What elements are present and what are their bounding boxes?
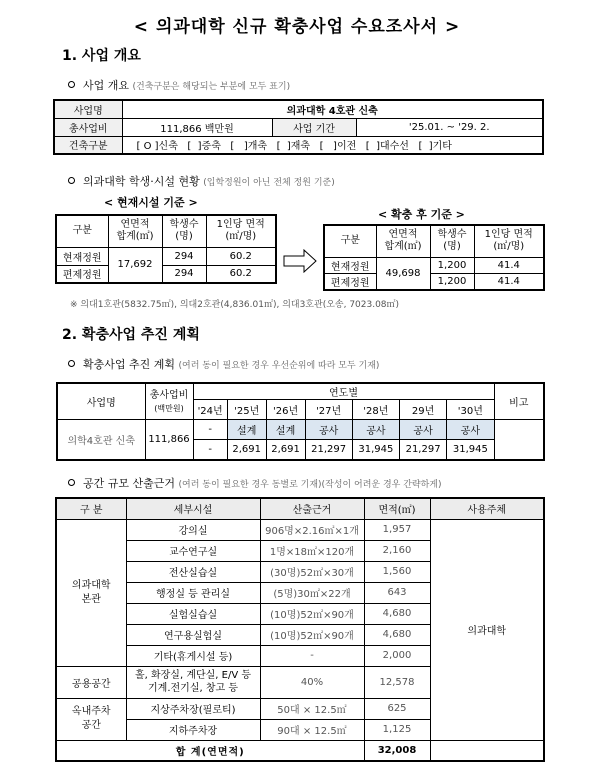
bullet-circle-icon — [68, 360, 75, 367]
facility-cell: 연구용실험실 — [126, 624, 260, 645]
plan-budget: 111,866 — [145, 420, 193, 460]
user-cell: 의과대학 — [430, 519, 544, 740]
facility-cell: 실험실습실 — [126, 603, 260, 624]
basis-cell: 40% — [260, 666, 364, 698]
space-table — [55, 497, 545, 762]
students-value: 1,200 — [430, 273, 474, 290]
bullet-circle-icon — [68, 177, 75, 184]
phase-cell: 공사 — [352, 420, 399, 440]
section2-heading: 2. 확충사업 추진 계획 — [62, 327, 200, 343]
plan-table — [56, 382, 545, 461]
arrow-right-icon — [283, 249, 317, 273]
row-label: 현재정원 — [56, 247, 108, 265]
facility-cell: 교수연구실 — [126, 540, 260, 561]
current-facility-title: < 현재시설 기준 > — [104, 196, 198, 209]
group-label: 옥내주차 공간 — [56, 698, 126, 740]
section1-bullet2 — [68, 173, 335, 189]
group-label: 의과대학 본관 — [56, 519, 126, 666]
area-cell: 1,125 — [364, 719, 430, 740]
area-cell: 1,560 — [364, 561, 430, 582]
cell-type-value: [ O ]신축 [ ]증축 [ ]개축 [ ]재축 [ ]이전 [ ]대수선 [ ]기타 — [122, 136, 543, 154]
area-value: 49,698 — [376, 257, 430, 290]
cell-period-value: '25.01. ~ '29. 2. — [356, 118, 543, 136]
basis-cell: 90대 × 12.5㎡ — [260, 719, 364, 740]
bullet-text: 사업 개요 — [83, 79, 130, 92]
plan-name: 의학4호관 신축 — [57, 420, 145, 460]
facility-cell: 강의실 — [126, 519, 260, 540]
overview-table — [53, 99, 544, 155]
budget-unit: (백만원) — [154, 403, 184, 413]
year-cell: '25년 — [227, 400, 266, 420]
header-cell: 산출근거 — [260, 498, 364, 519]
bullet-text: 의과대학 학생·시설 현황 — [83, 175, 200, 188]
area-cell: 625 — [364, 698, 430, 719]
header-cell: 구 분 — [56, 498, 126, 519]
cell-budget-value: 111,866 백만원 — [122, 118, 272, 136]
budget-label: 총사업비 — [149, 389, 189, 401]
amount-cell: 21,297 — [305, 440, 352, 460]
header-cell: 1인당 면적 (㎡/명) — [206, 215, 276, 247]
header-name: 사업명 — [57, 383, 145, 420]
year-cell: '27년 — [305, 400, 352, 420]
phase-cell: - — [193, 420, 227, 440]
year-cell: '28년 — [352, 400, 399, 420]
phase-cell: 설계 — [227, 420, 266, 440]
facility-cell: 홀, 화장실, 계단실, E/V 등 기계.전기실, 창고 등 — [126, 666, 260, 698]
basis-cell: 1명×18㎡×120개 — [260, 540, 364, 561]
section1-bullet — [68, 77, 290, 93]
header-note: 비고 — [494, 383, 544, 420]
header-cell: 연면적 합계(㎡) — [376, 225, 430, 257]
basis-cell: 906명×2.16㎡×1개 — [260, 519, 364, 540]
header-budget — [145, 383, 193, 420]
area-cell: 1,957 — [364, 519, 430, 540]
area-cell: 2,000 — [364, 645, 430, 666]
amount-cell: - — [193, 440, 227, 460]
facility-cell: 행정실 등 관리실 — [126, 582, 260, 603]
total-label: 합 계(연면적) — [56, 740, 364, 761]
current-table — [55, 214, 277, 284]
cell-name-value: 의과대학 4호관 신축 — [122, 100, 543, 118]
year-cell: '24년 — [193, 400, 227, 420]
basis-cell: (5명)30㎡×22개 — [260, 582, 364, 603]
header-cell: 학생수 (명) — [162, 215, 206, 247]
area-cell: 2,160 — [364, 540, 430, 561]
header-cell: 세부시설 — [126, 498, 260, 519]
year-cell: '30년 — [447, 400, 494, 420]
bullet-note: (여러 동이 필요한 경우 동별로 기재)(작성이 어려운 경우 간략하게) — [178, 480, 442, 490]
year-cell: 29년 — [399, 400, 446, 420]
facility-cell: 지하주차장 — [126, 719, 260, 740]
phase-cell: 공사 — [399, 420, 446, 440]
per-person-value: 60.2 — [206, 265, 276, 283]
phase-cell: 공사 — [305, 420, 352, 440]
bullet-note: (입학정원이 아닌 전체 정원 기준) — [203, 178, 335, 188]
amount-cell: 31,945 — [352, 440, 399, 460]
total-empty-cell — [430, 740, 544, 761]
area-cell: 12,578 — [364, 666, 430, 698]
after-facility-title: < 확충 후 기준 > — [378, 208, 465, 221]
facility-cell: 전산실습실 — [126, 561, 260, 582]
basis-cell: (30명)52㎡×30개 — [260, 561, 364, 582]
total-value: 32,008 — [364, 740, 430, 761]
area-cell: 4,680 — [364, 624, 430, 645]
basis-cell: (10명)52㎡×90개 — [260, 603, 364, 624]
amount-cell: 31,945 — [447, 440, 494, 460]
students-value: 294 — [162, 265, 206, 283]
cell-name-label: 사업명 — [54, 100, 122, 118]
header-cell: 사용주체 — [430, 498, 544, 519]
phase-cell: 설계 — [266, 420, 305, 440]
students-value: 294 — [162, 247, 206, 265]
cell-type-label: 건축구분 — [54, 136, 122, 154]
row-label: 편제정원 — [56, 265, 108, 283]
bullet-text: 확충사업 추진 계획 — [83, 358, 176, 371]
group-label: 공용공간 — [56, 666, 126, 698]
page-title: < 의과대학 신규 확충사업 수요조사서 > — [133, 17, 461, 37]
area-cell: 4,680 — [364, 603, 430, 624]
after-table — [323, 224, 545, 291]
area-cell: 643 — [364, 582, 430, 603]
per-person-value: 41.4 — [474, 273, 544, 290]
header-cell: 학생수 (명) — [430, 225, 474, 257]
header-cell: 면적(㎡) — [364, 498, 430, 519]
basis-cell: - — [260, 645, 364, 666]
amount-cell: 2,691 — [227, 440, 266, 460]
section2-bullet2 — [68, 475, 442, 491]
section2-bullet — [68, 356, 379, 372]
footnote: ※ 의대1호관(5832.75㎡), 의대2호관(4,836.01㎡), 의대3호관(오송, 7023.08㎡) — [70, 300, 400, 310]
bullet-circle-icon — [68, 81, 75, 88]
section1-heading: 1. 사업 개요 — [62, 48, 141, 64]
area-value: 17,692 — [108, 247, 162, 283]
row-label: 편제정원 — [324, 273, 376, 290]
header-cell: 1인당 면적 (㎡/명) — [474, 225, 544, 257]
facility-cell: 지상주차장(필로티) — [126, 698, 260, 719]
header-cell: 구분 — [56, 215, 108, 247]
bullet-note: (건축구분은 해당되는 부분에 모두 표기) — [132, 82, 291, 92]
year-cell: '26년 — [266, 400, 305, 420]
basis-cell: (10명)52㎡×90개 — [260, 624, 364, 645]
header-cell: 연면적 합계(㎡) — [108, 215, 162, 247]
students-value: 1,200 — [430, 257, 474, 273]
per-person-value: 41.4 — [474, 257, 544, 273]
row-label: 현재정원 — [324, 257, 376, 273]
basis-cell: 50대 × 12.5㎡ — [260, 698, 364, 719]
cell-period-label: 사업 기간 — [272, 118, 356, 136]
bullet-text: 공간 규모 산출근거 — [83, 477, 176, 490]
bullet-circle-icon — [68, 479, 75, 486]
plan-note — [494, 420, 544, 460]
bullet-note: (여러 동이 필요한 경우 우선순위에 따라 모두 기재) — [178, 361, 380, 371]
facility-cell: 기타(휴게시설 등) — [126, 645, 260, 666]
header-cell: 구분 — [324, 225, 376, 257]
header-years: 연도별 — [193, 383, 494, 400]
per-person-value: 60.2 — [206, 247, 276, 265]
amount-cell: 21,297 — [399, 440, 446, 460]
phase-cell: 공사 — [447, 420, 494, 440]
amount-cell: 2,691 — [266, 440, 305, 460]
cell-budget-label: 총사업비 — [54, 118, 122, 136]
